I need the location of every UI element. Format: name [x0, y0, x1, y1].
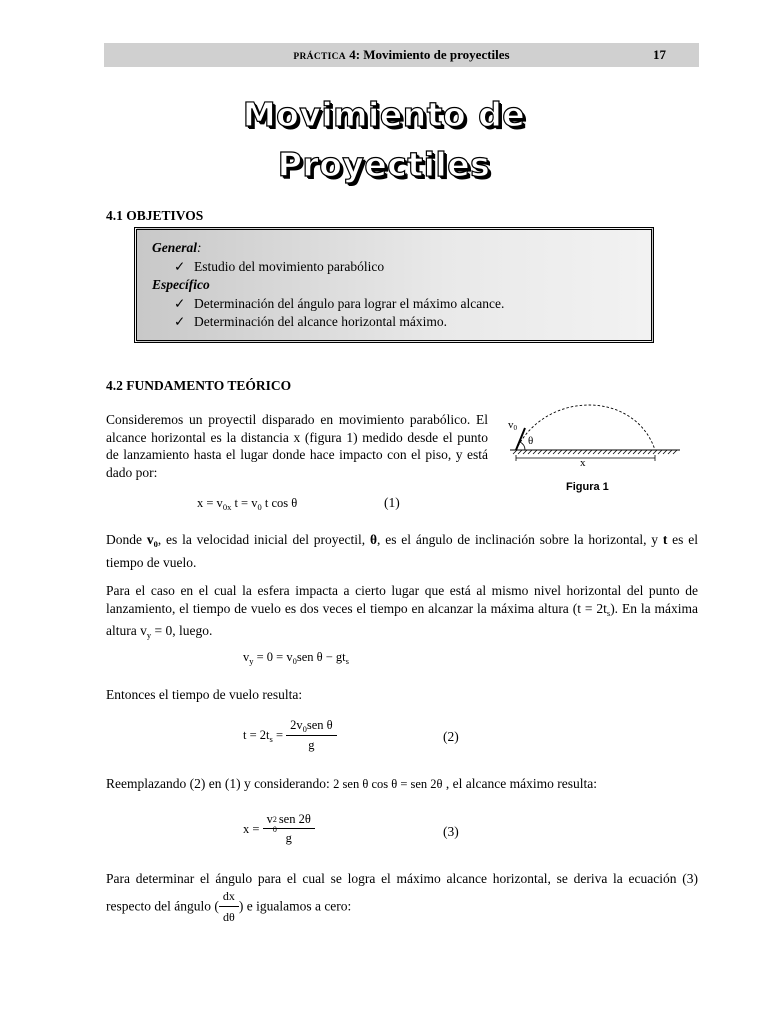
page-number: 17	[653, 47, 666, 62]
equation-3: x = v 2 0 sen 2θ g	[243, 812, 315, 846]
figure-caption: Figura 1	[566, 481, 609, 493]
specific-item	[152, 313, 504, 332]
angle-arc	[520, 442, 525, 450]
paragraph-derivative: Para determinar el ángulo para el cual se logra el máximo alcance horizontal, se deriva la ecuación (3) respecto del ángulo ( $\frac{dx}{d\theta}$ ) e igualamos a cero:	[106, 871, 698, 924]
objectives-box	[134, 227, 654, 343]
specific-item	[152, 295, 504, 314]
header-title	[104, 47, 699, 63]
equation-2-number: (2)	[443, 729, 459, 744]
check-icon: ✓	[174, 314, 186, 329]
general-item-text: Estudio del movimiento parabólico	[194, 258, 385, 274]
general-item	[152, 258, 504, 277]
general-colon: :	[197, 240, 202, 255]
ground-hatching	[513, 450, 677, 454]
equation-1-number: (1)	[384, 495, 400, 510]
trajectory-arc	[516, 405, 655, 450]
equation-2: $t = 2t_s$ = $\frac{2v_0sen \theta}{g}$	[243, 718, 337, 753]
paragraph-intro: Consideremos un proyectil disparado en movimiento parabólico. El alcance horizontal es la distancia x (figura 1) medido desde el punto de lanzamiento hasta el lugar donde hace impacto con el piso, y está dado por:	[106, 412, 488, 480]
paragraph-substitution: Reemplazando (2) en (1) y considerando: 2 sen θ cos θ = sen 2θ , el alcance máximo resulta:	[106, 776, 597, 791]
check-icon: ✓	[174, 295, 186, 311]
section-heading-theory: 4.2 FUNDAMENTO TEÓRICO	[106, 378, 292, 393]
velocity-vector	[516, 428, 525, 450]
header-smallcaps: PRÁCTICA	[293, 52, 346, 62]
general-label: General	[152, 240, 197, 255]
specific-item-text: Determinación del alcance horizontal máximo.	[194, 314, 448, 329]
specific-item-text: Determinación del ángulo para lograr el máximo alcance.	[194, 295, 505, 311]
label-x: x	[580, 457, 586, 469]
paragraph-flight-time-result: Entonces el tiempo de vuelo resulta:	[106, 687, 303, 702]
page-header	[104, 43, 699, 67]
equation-vy: $v_y = 0 = v_0sen$ $\theta - gt_s$	[243, 650, 349, 666]
check-icon: ✓	[174, 258, 186, 274]
general-label-row	[152, 239, 504, 258]
specific-label: Específico	[152, 277, 210, 292]
equation-1: $x = v_{0x}$ $t = v_0$ t cos θ	[197, 496, 298, 512]
label-theta: θ	[528, 435, 534, 447]
section-heading-objectives: 4.1 OBJETIVOS	[106, 208, 204, 223]
equation-3-number: (3)	[443, 824, 459, 839]
header-title-text: 4: Movimiento de proyectiles	[345, 47, 510, 62]
label-v0: v0	[508, 419, 517, 432]
paragraph-flight-time: Para el caso en el cual la esfera impacta a cierto lugar que está al mismo nivel horizontal del punto de lanzamiento, el tiempo de vuelo es dos veces el tiempo en alcanzar la máxima altura $(t = 2t_s)$. En la máxima altura $v_y = 0$, luego.	[106, 583, 698, 640]
title-line-1: Movimiento de	[242, 95, 526, 134]
paragraph-definitions: Donde $v_0$, es la velocidad inicial del proyectil, θ, es el ángulo de inclinación sobre la horizontal, y t es el tiempo de vuelo.	[106, 532, 698, 570]
objectives-content	[152, 239, 504, 332]
title-line-2: Proyectiles	[277, 145, 491, 184]
